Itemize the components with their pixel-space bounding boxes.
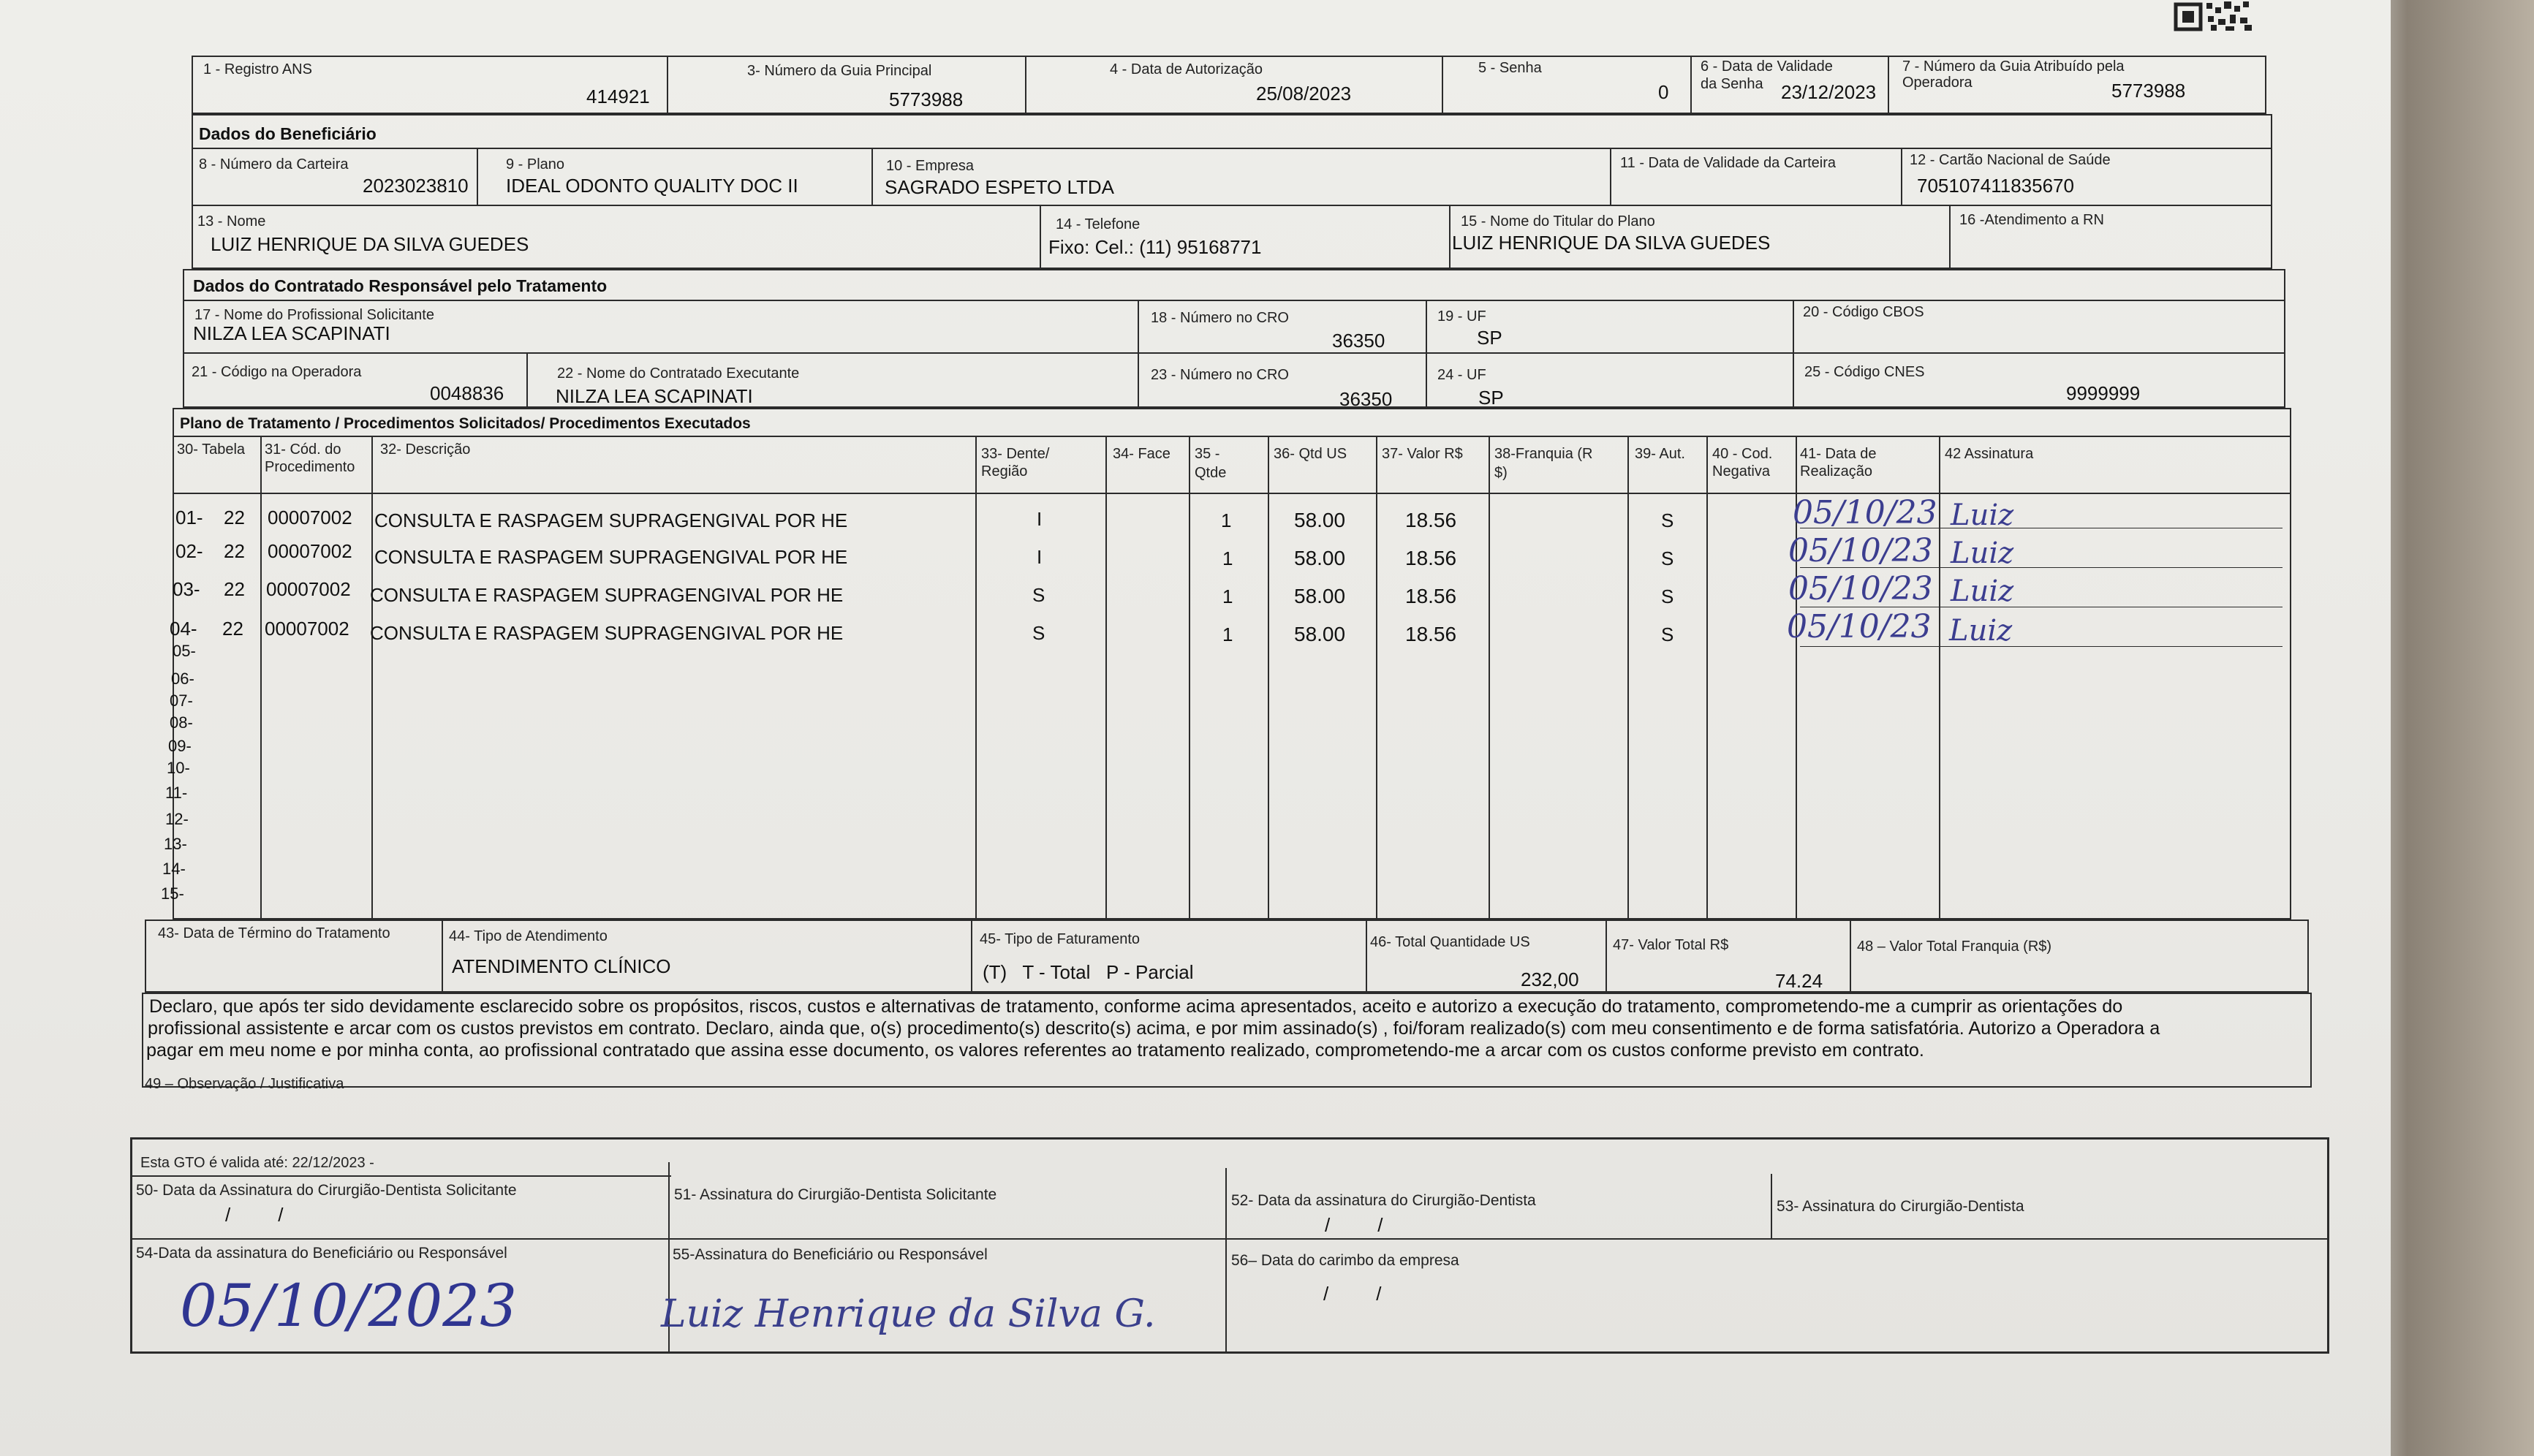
row-2-data: 05/10/23 (1788, 532, 1933, 569)
valor-total-value: 74.24 (1775, 970, 1823, 992)
row-4-assinatura: Luiz (1949, 614, 2013, 648)
beneficiary-section-title: Dados do Beneficiário (199, 124, 377, 143)
data-assinatura-beneficiario-label: 54-Data da assinatura do Beneficiário ou Responsável (136, 1245, 507, 1262)
tipo-atendimento-value: ATENDIMENTO CLÍNICO (452, 955, 671, 977)
uf-executante-label: 24 - UF (1437, 367, 1486, 383)
codigo-cnes-value: 9999999 (2066, 382, 2141, 404)
plano-label: 9 - Plano (506, 156, 565, 172)
declaration-line-1: Declaro, que após ter sido devidamente esclarecido sobre os propósitos, riscos, custos e alternativas de tratamento, conforme acima apresentados, aceito e autorizo a execução do tratamento, comprometendo-me a cumprir as orientações do (149, 996, 2123, 1017)
row-1-assinatura: Luiz (1951, 498, 2014, 532)
col-header-negativa-1: 40 - Cod. (1712, 446, 1773, 462)
tipo-faturamento-label: 45- Tipo de Faturamento (980, 931, 1141, 947)
col-header-tabela: 30- Tabela (177, 441, 246, 458)
row-2-number: 02- (175, 540, 203, 562)
row-4-tabela: 22 (222, 618, 243, 640)
procedures-table (173, 408, 2291, 920)
profissional-solicitante-value: NILZA LEA SCAPINATI (193, 322, 390, 344)
qr-code-icon (2173, 0, 2261, 32)
row-2-descricao: CONSULTA E RASPAGEM SUPRAGENGIVAL POR HE (374, 546, 848, 568)
col-header-valor: 37- Valor R$ (1382, 446, 1463, 462)
row-15-number: 15- (161, 884, 184, 903)
codigo-operadora-label: 21 - Código na Operadora (192, 364, 362, 380)
telefone-value: Fixo: Cel.: (11) 95168771 (1048, 236, 1262, 258)
row-4-dente: S (1032, 622, 1045, 644)
guia-operadora-label: 7 - Número da Guia Atribuído pela (1902, 58, 2125, 75)
assinatura-beneficiario-value: Luiz Henrique da Silva G. (661, 1292, 1156, 1336)
row-2-tabela: 22 (224, 540, 245, 562)
procedures-section-title: Plano de Tratamento / Procedimentos Solicitados/ Procedimentos Executados (180, 415, 751, 432)
row-4-codigo: 00007002 (265, 618, 349, 640)
row-3-assinatura: Luiz (1951, 575, 2014, 608)
col-header-data-2: Realização (1800, 463, 1872, 479)
data-autorizacao-label: 4 - Data de Autorização (1110, 61, 1263, 77)
row-3-data: 05/10/23 (1788, 570, 1933, 607)
data-termino-label: 43- Data de Término do Tratamento (158, 925, 390, 941)
data-assinatura-dentista-value: / / (1325, 1214, 1383, 1236)
row-4-number: 04- (170, 618, 197, 640)
row-3-descricao: CONSULTA E RASPAGEM SUPRAGENGIVAL POR HE (370, 584, 844, 606)
registro-ans-label: 1 - Registro ANS (203, 61, 312, 77)
codigo-cnes-label: 25 - Código CNES (1804, 364, 1925, 380)
validade-carteira-label: 11 - Data de Validade da Carteira (1620, 155, 1836, 171)
validade-senha-value: 23/12/2023 (1781, 81, 1877, 103)
row-1-valor: 18.56 (1405, 509, 1457, 531)
cro-executante-label: 23 - Número no CRO (1151, 367, 1289, 383)
row-3-qtd-us: 58.00 (1294, 585, 1346, 607)
uf-executante-value: SP (1478, 387, 1504, 409)
row-3-aut: S (1661, 585, 1674, 607)
assinatura-beneficiario-label: 55-Assinatura do Beneficiário ou Responsável (673, 1246, 988, 1263)
valor-total-label: 47- Valor Total R$ (1613, 937, 1729, 953)
assinatura-dentista-label: 53- Assinatura do Cirurgião-Dentista (1777, 1198, 2024, 1215)
uf-solicitante-label: 19 - UF (1437, 308, 1486, 325)
guia-principal-value: 5773988 (889, 88, 964, 110)
col-header-negativa-2: Negativa (1712, 463, 1770, 479)
row-1-data: 05/10/23 (1793, 494, 1937, 531)
row-1-descricao: CONSULTA E RASPAGEM SUPRAGENGIVAL POR HE (374, 509, 848, 531)
gto-validity-note: Esta GTO é valida até: 22/12/2023 - (140, 1155, 374, 1171)
numero-carteira-label: 8 - Número da Carteira (199, 156, 349, 172)
row-3-qtde: 1 (1222, 585, 1233, 607)
guia-principal-label: 3- Número da Guia Principal (747, 63, 932, 79)
data-assinatura-solicitante-value: / / (225, 1204, 284, 1226)
col-header-assinatura: 42 Assinatura (1945, 446, 2034, 462)
col-header-data-1: 41- Data de (1800, 446, 1877, 462)
tipo-faturamento-value: (T) T - Total P - Parcial (983, 961, 1194, 983)
titular-plano-label: 15 - Nome do Titular do Plano (1461, 213, 1655, 230)
profissional-solicitante-label: 17 - Nome do Profissional Solicitante (194, 307, 434, 323)
observacao-label: 49 – Observação / Justificativa (145, 1076, 344, 1092)
row-6-number: 06- (171, 670, 194, 688)
atendimento-rn-label: 16 -Atendimento a RN (1959, 212, 2104, 228)
row-4-qtde: 1 (1222, 623, 1233, 645)
registro-ans-value: 414921 (586, 86, 650, 107)
row-1-aut: S (1661, 509, 1674, 531)
col-header-qtd-us: 36- Qtd US (1274, 446, 1347, 462)
cro-solicitante-value: 36350 (1332, 330, 1385, 352)
row-7-number: 07- (170, 691, 193, 710)
senha-value: 0 (1658, 81, 1669, 103)
total-quantidade-value: 232,00 (1521, 968, 1579, 990)
contratado-executante-value: NILZA LEA SCAPINATI (556, 385, 753, 407)
total-quantidade-label: 46- Total Quantidade US (1370, 934, 1530, 950)
row-3-number: 03- (173, 578, 200, 600)
declaration-line-2: profissional assistente e arcar com os custos previstos em contrato. Declaro, ainda que, o(s) procedimento(s) descrito(s) acima, e por mim assinado(s) , foi/foram realizado(s) com meu consentimento e de forma satisfatória. Autorizo a Operadora a (148, 1018, 2160, 1039)
telefone-label: 14 - Telefone (1056, 216, 1141, 232)
row-3-codigo: 00007002 (266, 578, 351, 600)
row-3-tabela: 22 (224, 578, 245, 600)
cro-executante-value: 36350 (1339, 388, 1393, 410)
row-12-number: 12- (165, 810, 189, 828)
col-header-codigo-1: 31- Cód. do (265, 441, 341, 458)
col-header-dente-2: Região (981, 463, 1028, 479)
cartao-nacional-value: 705107411835670 (1917, 175, 2074, 197)
contracted-section-title: Dados do Contratado Responsável pelo Tratamento (193, 276, 608, 295)
plano-value: IDEAL ODONTO QUALITY DOC II (506, 175, 798, 197)
row-1-dente: I (1037, 508, 1043, 530)
row-4-valor: 18.56 (1405, 623, 1457, 645)
row-9-number: 09- (168, 737, 192, 755)
data-assinatura-solicitante-label: 50- Data da Assinatura do Cirurgião-Dentista Solicitante (136, 1182, 517, 1199)
row-2-qtde: 1 (1222, 547, 1233, 569)
row-13-number: 13- (164, 835, 187, 853)
col-header-aut: 39- Aut. (1635, 446, 1685, 462)
row-4-aut: S (1661, 623, 1674, 645)
row-1-codigo: 00007002 (268, 507, 352, 528)
cartao-nacional-label: 12 - Cartão Nacional de Saúde (1910, 152, 2111, 168)
validade-senha-label-2: da Senha (1701, 76, 1763, 92)
declaration-line-3: pagar em meu nome e por minha conta, ao profissional contratado que assina esse documento, os valores referentes ao tratamento realizado, comprometendo-me a arcar com os custos conforme previsto em contrato. (146, 1040, 1924, 1061)
nome-label: 13 - Nome (197, 213, 266, 230)
contratado-executante-label: 22 - Nome do Contratado Executante (557, 365, 800, 382)
tipo-atendimento-label: 44- Tipo de Atendimento (449, 928, 608, 944)
empresa-label: 10 - Empresa (886, 158, 975, 174)
col-header-franquia-2: $) (1494, 465, 1508, 481)
data-carimbo-label: 56– Data do carimbo da empresa (1231, 1252, 1459, 1269)
numero-carteira-value: 2023023810 (363, 175, 469, 197)
row-2-qtd-us: 58.00 (1294, 547, 1346, 569)
row-2-codigo: 00007002 (268, 540, 352, 562)
col-header-qtde-2: Qtde (1195, 465, 1227, 481)
row-4-descricao: CONSULTA E RASPAGEM SUPRAGENGIVAL POR HE (370, 622, 844, 644)
col-header-franquia-1: 38-Franquia (R (1494, 446, 1593, 462)
guia-operadora-value: 5773988 (2111, 80, 2186, 102)
col-header-dente-1: 33- Dente/ (981, 446, 1050, 462)
row-4-qtd-us: 58.00 (1294, 623, 1346, 645)
row-1-qtd-us: 58.00 (1294, 509, 1346, 531)
row-10-number: 10- (167, 759, 190, 777)
row-4-data: 05/10/23 (1787, 608, 1932, 645)
data-assinatura-dentista-label: 52- Data da assinatura do Cirurgião-Dentista (1231, 1192, 1536, 1209)
guia-operadora-label-2: Operadora (1902, 75, 1973, 91)
row-3-valor: 18.56 (1405, 585, 1457, 607)
row-1-number: 01- (175, 507, 203, 528)
cro-solicitante-label: 18 - Número no CRO (1151, 310, 1289, 326)
codigo-operadora-value: 0048836 (430, 382, 504, 404)
data-carimbo-value: / / (1323, 1283, 1382, 1305)
row-2-dente: I (1037, 546, 1043, 568)
uf-solicitante-value: SP (1477, 327, 1502, 349)
codigo-cbos-label: 20 - Código CBOS (1803, 304, 1924, 320)
row-2-assinatura: Luiz (1951, 536, 2014, 570)
row-5-number: 05- (173, 642, 196, 660)
row-14-number: 14- (162, 860, 186, 878)
senha-label: 5 - Senha (1478, 60, 1542, 76)
row-2-valor: 18.56 (1405, 547, 1457, 569)
row-11-number: 11- (165, 784, 188, 802)
assinatura-solicitante-label: 51- Assinatura do Cirurgião-Dentista Solicitante (674, 1186, 997, 1203)
data-assinatura-beneficiario-value: 05/10/2023 (180, 1272, 518, 1340)
empresa-value: SAGRADO ESPETO LTDA (885, 176, 1115, 198)
col-header-codigo-2: Procedimento (265, 459, 355, 475)
col-header-qtde-1: 35 - (1195, 446, 1220, 462)
row-1-tabela: 22 (224, 507, 245, 528)
valor-total-franquia-label: 48 – Valor Total Franquia (R$) (1857, 939, 2052, 955)
col-header-face: 34- Face (1113, 446, 1170, 462)
nome-value: LUIZ HENRIQUE DA SILVA GUEDES (211, 233, 529, 255)
titular-plano-value: LUIZ HENRIQUE DA SILVA GUEDES (1452, 232, 1771, 254)
col-header-descricao: 32- Descrição (380, 441, 471, 458)
row-1-qtde: 1 (1221, 509, 1232, 531)
validade-senha-label: 6 - Data de Validade (1701, 58, 1833, 75)
data-autorizacao-value: 25/08/2023 (1256, 83, 1352, 105)
row-3-dente: S (1032, 584, 1045, 606)
row-2-aut: S (1661, 547, 1674, 569)
row-8-number: 08- (170, 713, 193, 732)
